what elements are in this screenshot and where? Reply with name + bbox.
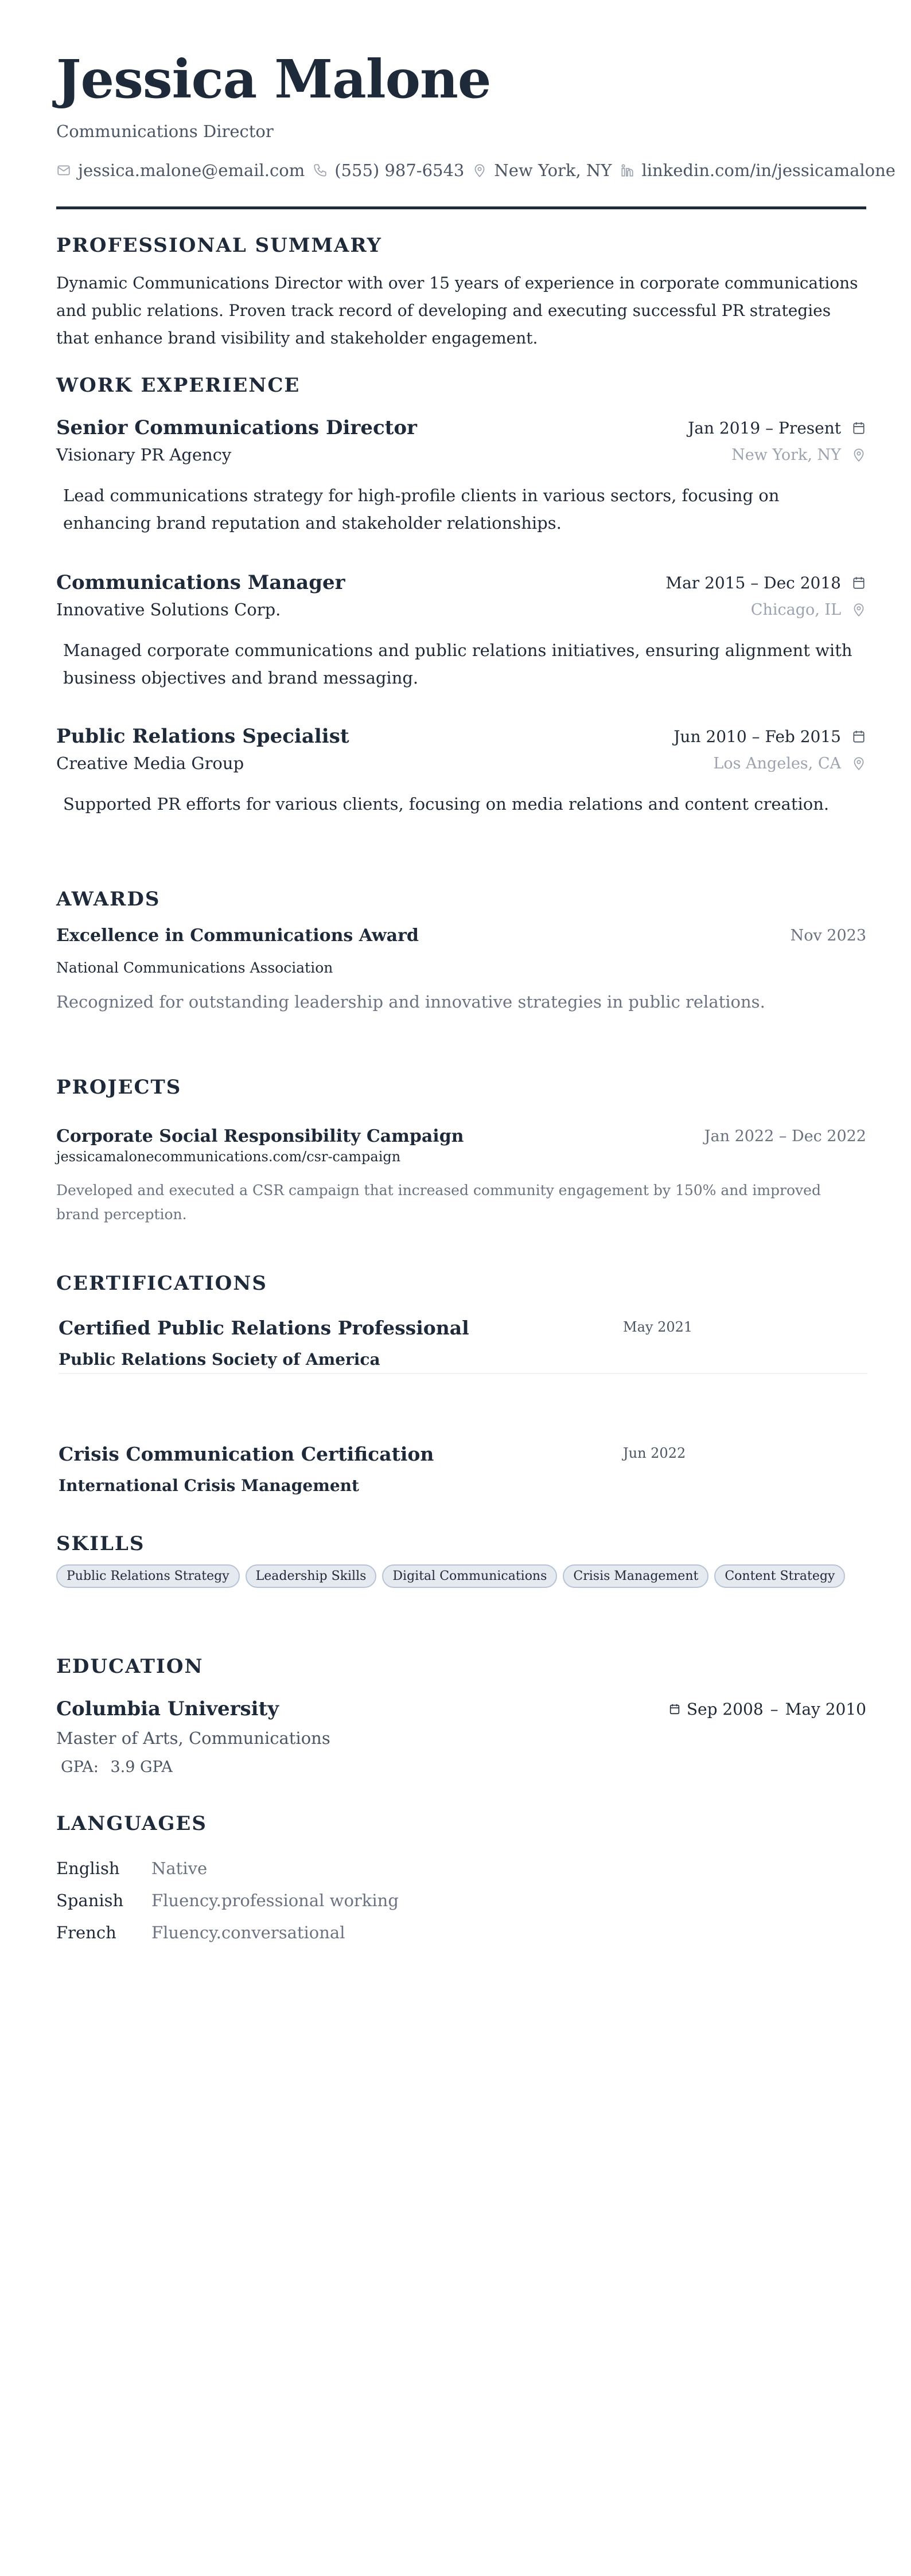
job-location-text: Chicago, IL bbox=[750, 600, 841, 619]
education-end: May 2010 bbox=[785, 1699, 866, 1719]
skill-chip: Public Relations Strategy bbox=[56, 1564, 240, 1588]
gpa-value: 3.9 GPA bbox=[110, 1758, 173, 1776]
job-title: Communications Manager bbox=[56, 571, 345, 594]
certification-title: Crisis Communication Certification bbox=[59, 1443, 434, 1465]
map-pin-icon bbox=[851, 756, 866, 771]
language-name: Spanish bbox=[56, 1891, 124, 1910]
project-link[interactable]: jessicamalonecommunications.com/csr-campaign bbox=[56, 1149, 401, 1165]
section-heading-languages: LANGUAGES bbox=[56, 1812, 207, 1835]
contact-row bbox=[56, 161, 904, 180]
section-heading-awards: AWARDS bbox=[56, 888, 161, 911]
language-level: Native bbox=[151, 1859, 208, 1878]
section-heading-experience: WORK EXPERIENCE bbox=[56, 374, 301, 397]
certification-date: May 2021 bbox=[623, 1319, 693, 1335]
job-location-text: New York, NY bbox=[731, 446, 841, 464]
language-level: Fluency.professional working bbox=[151, 1891, 399, 1910]
job-dates-text: Mar 2015 – Dec 2018 bbox=[665, 573, 841, 592]
contact-phone[interactable] bbox=[313, 161, 464, 180]
header-divider bbox=[56, 206, 866, 209]
education-gpa bbox=[56, 1758, 866, 1776]
skill-chip: Crisis Management bbox=[563, 1564, 708, 1588]
section-heading-education: EDUCATION bbox=[56, 1655, 204, 1678]
education-dates bbox=[668, 1700, 866, 1719]
phone-icon bbox=[313, 163, 328, 178]
award-description: Recognized for outstanding leadership and innovative strategies in public relations. bbox=[56, 992, 765, 1012]
skill-chip: Content Strategy bbox=[714, 1564, 845, 1588]
project-dates: Jan 2022 – Dec 2022 bbox=[704, 1127, 866, 1145]
job-description: Lead communications strategy for high-profile clients in various sectors, focusing on enhancing brand reputation and stakeholder relationships. bbox=[63, 486, 780, 533]
job-dates bbox=[688, 419, 866, 438]
language-name: English bbox=[56, 1859, 120, 1878]
section-heading-skills: SKILLS bbox=[56, 1532, 145, 1555]
job-company: Visionary PR Agency bbox=[56, 445, 232, 465]
mail-icon bbox=[56, 163, 71, 178]
certification-entry bbox=[59, 1443, 844, 1495]
language-row bbox=[56, 1852, 399, 1884]
map-pin-icon bbox=[851, 447, 866, 462]
certification-issuer: Public Relations Society of America bbox=[59, 1350, 380, 1369]
skill-chip: Digital Communications bbox=[382, 1564, 557, 1588]
job-dates bbox=[673, 727, 866, 746]
summary-text: Dynamic Communications Director with over 15 years of experience in corporate communications and public relations. Proven track record of developing and executing successful PR strategies that enhance brand visibility and stakeholder engagement. bbox=[56, 274, 858, 348]
calendar-icon bbox=[668, 1703, 681, 1715]
education-degree: Master of Arts, Communications bbox=[56, 1728, 330, 1748]
certification-date: Jun 2022 bbox=[623, 1445, 686, 1461]
calendar-icon bbox=[851, 575, 866, 590]
project-description: Developed and executed a CSR campaign that increased community engagement by 150% and improved brand perception. bbox=[56, 1182, 821, 1223]
section-heading-summary: PROFESSIONAL SUMMARY bbox=[56, 234, 382, 257]
job-location bbox=[731, 446, 866, 464]
language-level: Fluency.conversational bbox=[151, 1923, 345, 1942]
section-heading-projects: PROJECTS bbox=[56, 1076, 182, 1099]
job-dates bbox=[665, 573, 866, 592]
skill-chip: Leadership Skills bbox=[246, 1564, 377, 1588]
award-date: Nov 2023 bbox=[790, 927, 866, 944]
language-row bbox=[56, 1884, 399, 1917]
project-entry bbox=[56, 1126, 866, 1227]
award-title: Excellence in Communications Award bbox=[56, 926, 419, 946]
job-title: Senior Communications Director bbox=[56, 416, 417, 439]
project-title: Corporate Social Responsibility Campaign bbox=[56, 1126, 464, 1146]
education-date-separator: – bbox=[770, 1699, 778, 1719]
location-text: New York, NY bbox=[494, 161, 612, 180]
skills-list bbox=[56, 1564, 845, 1588]
education-school: Columbia University bbox=[56, 1697, 279, 1720]
certification-entry bbox=[59, 1317, 844, 1369]
language-name: French bbox=[56, 1923, 116, 1942]
certification-divider bbox=[59, 1373, 867, 1374]
candidate-name: Jessica Malone bbox=[56, 48, 491, 110]
linkedin-icon bbox=[620, 163, 634, 178]
job-entry bbox=[56, 416, 866, 537]
map-pin-icon bbox=[851, 602, 866, 617]
linkedin-text: linkedin.com/in/jessicamalone bbox=[641, 161, 896, 180]
award-entry bbox=[56, 926, 866, 1012]
contact-location bbox=[472, 161, 612, 180]
languages-list bbox=[56, 1852, 399, 1949]
contact-email[interactable] bbox=[56, 161, 305, 180]
calendar-icon bbox=[851, 420, 866, 435]
education-entry bbox=[56, 1697, 866, 1776]
contact-linkedin[interactable] bbox=[620, 161, 895, 180]
job-dates-text: Jun 2010 – Feb 2015 bbox=[673, 727, 841, 746]
map-pin-icon bbox=[472, 163, 487, 178]
job-entry bbox=[56, 725, 866, 818]
education-start: Sep 2008 bbox=[686, 1699, 764, 1719]
job-dates-text: Jan 2019 – Present bbox=[688, 418, 841, 438]
job-description: Supported PR efforts for various clients, focusing on media relations and content creation. bbox=[63, 794, 830, 814]
job-company: Creative Media Group bbox=[56, 754, 244, 773]
job-title: Public Relations Specialist bbox=[56, 725, 349, 748]
certification-issuer: International Crisis Management bbox=[59, 1476, 359, 1495]
award-issuer: National Communications Association bbox=[56, 959, 333, 976]
language-row bbox=[56, 1917, 399, 1949]
job-company: Innovative Solutions Corp. bbox=[56, 600, 281, 619]
job-location-text: Los Angeles, CA bbox=[713, 754, 841, 772]
job-description: Managed corporate communications and public relations initiatives, ensuring alignment with business objectives and brand messaging. bbox=[63, 641, 852, 688]
job-entry bbox=[56, 571, 866, 692]
email-text: jessica.malone@email.com bbox=[78, 161, 305, 180]
certification-title: Certified Public Relations Professional bbox=[59, 1317, 469, 1339]
job-location bbox=[751, 601, 866, 619]
candidate-title: Communications Director bbox=[56, 122, 274, 141]
job-location bbox=[713, 755, 866, 772]
section-heading-certifications: CERTIFICATIONS bbox=[56, 1272, 267, 1295]
phone-text: (555) 987-6543 bbox=[334, 161, 465, 180]
gpa-label: GPA: bbox=[61, 1758, 99, 1776]
calendar-icon bbox=[851, 729, 866, 744]
